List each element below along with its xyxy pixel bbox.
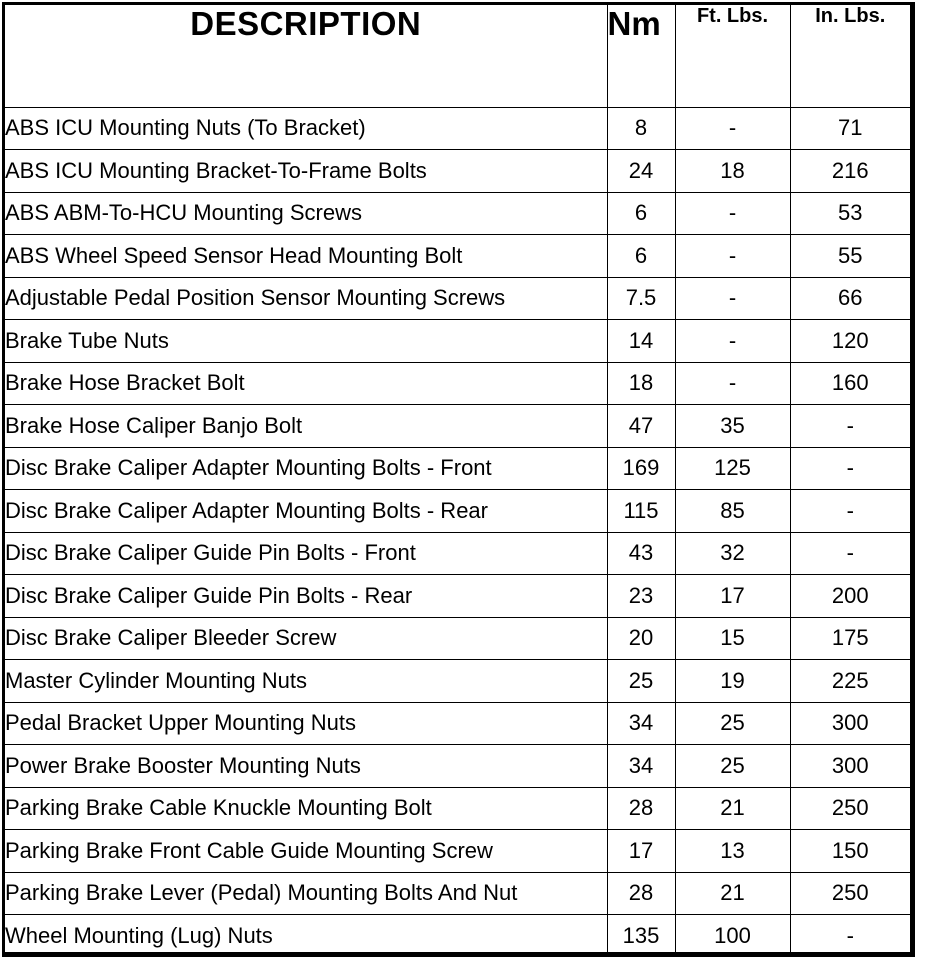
- table-row: [5, 915, 910, 958]
- table-row: [5, 830, 910, 873]
- cell-description: ABS ICU Mounting Nuts (To Bracket): [5, 107, 607, 150]
- cell-description: Power Brake Booster Mounting Nuts: [5, 745, 607, 788]
- cell-description: Parking Brake Cable Knuckle Mounting Bolt: [5, 787, 607, 830]
- cell-nm: 135: [607, 915, 675, 958]
- cell-ft-lbs: -: [675, 277, 790, 320]
- cell-description: Disc Brake Caliper Guide Pin Bolts - Front: [5, 532, 607, 575]
- cell-in-lbs: -: [790, 490, 910, 533]
- table-row: [5, 150, 910, 193]
- cell-ft-lbs: 13: [675, 830, 790, 873]
- cell-nm: 28: [607, 872, 675, 915]
- cell-description: ABS ICU Mounting Bracket-To-Frame Bolts: [5, 150, 607, 193]
- cell-in-lbs: 225: [790, 660, 910, 703]
- cell-nm: 18: [607, 362, 675, 405]
- cell-in-lbs: -: [790, 405, 910, 448]
- cell-in-lbs: 250: [790, 787, 910, 830]
- cell-description: Brake Hose Bracket Bolt: [5, 362, 607, 405]
- cell-nm: 47: [607, 405, 675, 448]
- cell-in-lbs: 150: [790, 830, 910, 873]
- cell-nm: 34: [607, 745, 675, 788]
- cell-ft-lbs: 35: [675, 405, 790, 448]
- cell-in-lbs: 175: [790, 617, 910, 660]
- cell-ft-lbs: -: [675, 320, 790, 363]
- cell-nm: 6: [607, 235, 675, 278]
- header-nm: Nm: [607, 5, 675, 107]
- cell-ft-lbs: 18: [675, 150, 790, 193]
- header-in-lbs: In. Lbs.: [790, 5, 910, 107]
- table-row: [5, 447, 910, 490]
- cell-nm: 28: [607, 787, 675, 830]
- table-row: [5, 320, 910, 363]
- table-row: [5, 405, 910, 448]
- cell-description: Disc Brake Caliper Guide Pin Bolts - Rear: [5, 575, 607, 618]
- cell-ft-lbs: 21: [675, 787, 790, 830]
- cell-nm: 169: [607, 447, 675, 490]
- cell-in-lbs: 53: [790, 192, 910, 235]
- cell-in-lbs: -: [790, 447, 910, 490]
- cell-in-lbs: 160: [790, 362, 910, 405]
- cell-description: Disc Brake Caliper Adapter Mounting Bolts - Rear: [5, 490, 607, 533]
- header-description: DESCRIPTION: [5, 5, 607, 107]
- table-row: [5, 490, 910, 533]
- cell-description: ABS ABM-To-HCU Mounting Screws: [5, 192, 607, 235]
- cell-description: Parking Brake Lever (Pedal) Mounting Bolts And Nut: [5, 872, 607, 915]
- cell-nm: 17: [607, 830, 675, 873]
- cell-in-lbs: -: [790, 532, 910, 575]
- cell-description: Brake Tube Nuts: [5, 320, 607, 363]
- cell-description: Pedal Bracket Upper Mounting Nuts: [5, 702, 607, 745]
- cell-ft-lbs: 25: [675, 702, 790, 745]
- cell-ft-lbs: 25: [675, 745, 790, 788]
- table-row: [5, 872, 910, 915]
- cell-ft-lbs: 21: [675, 872, 790, 915]
- cell-ft-lbs: 15: [675, 617, 790, 660]
- cell-in-lbs: 300: [790, 745, 910, 788]
- cell-nm: 34: [607, 702, 675, 745]
- cell-ft-lbs: -: [675, 192, 790, 235]
- table-row: [5, 787, 910, 830]
- cell-ft-lbs: 19: [675, 660, 790, 703]
- cell-description: Brake Hose Caliper Banjo Bolt: [5, 405, 607, 448]
- table-row: [5, 277, 910, 320]
- cell-ft-lbs: 32: [675, 532, 790, 575]
- cell-nm: 25: [607, 660, 675, 703]
- cell-nm: 23: [607, 575, 675, 618]
- table-row: [5, 107, 910, 150]
- cell-in-lbs: 200: [790, 575, 910, 618]
- cell-nm: 7.5: [607, 277, 675, 320]
- cell-nm: 6: [607, 192, 675, 235]
- cell-in-lbs: 300: [790, 702, 910, 745]
- cell-ft-lbs: -: [675, 107, 790, 150]
- header-row: [5, 5, 910, 107]
- cell-in-lbs: 66: [790, 277, 910, 320]
- cell-nm: 20: [607, 617, 675, 660]
- table-body: [5, 107, 910, 957]
- table-row: [5, 235, 910, 278]
- table-row: [5, 745, 910, 788]
- cell-ft-lbs: 85: [675, 490, 790, 533]
- cell-ft-lbs: -: [675, 235, 790, 278]
- table-row: [5, 575, 910, 618]
- cell-in-lbs: -: [790, 915, 910, 958]
- cell-description: Parking Brake Front Cable Guide Mounting Screw: [5, 830, 607, 873]
- cell-description: Wheel Mounting (Lug) Nuts: [5, 915, 607, 958]
- table-row: [5, 532, 910, 575]
- table-row: [5, 362, 910, 405]
- table-row: [5, 192, 910, 235]
- cell-description: Adjustable Pedal Position Sensor Mounting Screws: [5, 277, 607, 320]
- table-row: [5, 617, 910, 660]
- cell-ft-lbs: 125: [675, 447, 790, 490]
- cell-description: Disc Brake Caliper Bleeder Screw: [5, 617, 607, 660]
- header-ft-lbs: Ft. Lbs.: [675, 5, 790, 107]
- cell-in-lbs: 71: [790, 107, 910, 150]
- cell-ft-lbs: 17: [675, 575, 790, 618]
- table-row: [5, 660, 910, 703]
- cell-description: Master Cylinder Mounting Nuts: [5, 660, 607, 703]
- cell-in-lbs: 216: [790, 150, 910, 193]
- torque-spec-table: [5, 5, 910, 957]
- table-header: [5, 5, 910, 107]
- cell-in-lbs: 120: [790, 320, 910, 363]
- table-row: [5, 702, 910, 745]
- cell-description: ABS Wheel Speed Sensor Head Mounting Bolt: [5, 235, 607, 278]
- cell-nm: 43: [607, 532, 675, 575]
- cell-nm: 8: [607, 107, 675, 150]
- cell-description: Disc Brake Caliper Adapter Mounting Bolts - Front: [5, 447, 607, 490]
- cell-nm: 24: [607, 150, 675, 193]
- cell-in-lbs: 250: [790, 872, 910, 915]
- cell-ft-lbs: 100: [675, 915, 790, 958]
- cell-in-lbs: 55: [790, 235, 910, 278]
- cell-nm: 115: [607, 490, 675, 533]
- cell-nm: 14: [607, 320, 675, 363]
- cell-ft-lbs: -: [675, 362, 790, 405]
